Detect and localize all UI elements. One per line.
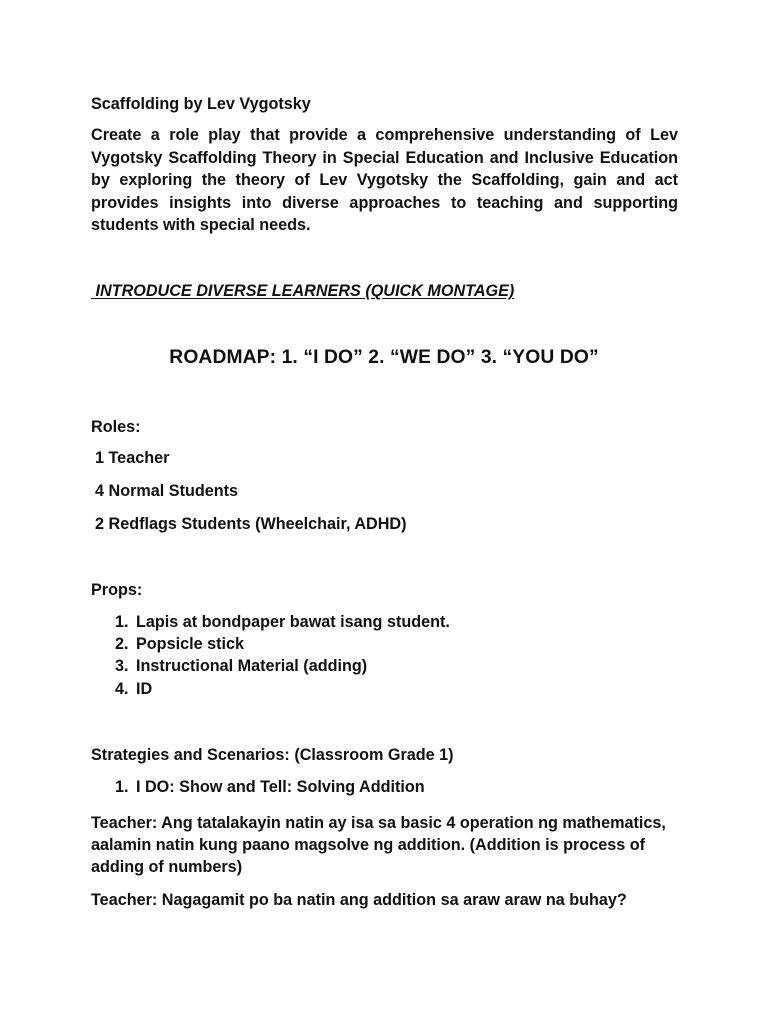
list-number: 4.	[115, 680, 129, 698]
roadmap-heading: ROADMAP: 1. “I DO” 2. “WE DO” 3. “YOU DO”	[169, 347, 599, 368]
list-text: Lapis at bondpaper bawat isang student.	[136, 613, 450, 631]
props-list-item	[115, 657, 367, 676]
role-item: 1 Teacher	[95, 449, 170, 467]
props-list-item	[115, 680, 152, 699]
document-title: Scaffolding by Lev Vygotsky	[91, 95, 311, 113]
role-item: 4 Normal Students	[95, 482, 239, 500]
list-number: 1.	[115, 778, 129, 796]
list-number: 1.	[115, 613, 129, 631]
intro-paragraph: Create a role play that provide a comprehensive understanding of Lev Vygotsky Scaffolding Theory in Special Education and Inclusive Education by exploring the theory of Lev Vygotsky the Scaffolding, gain and act provides insights into diverse approaches to teaching and supporting students with special needs.	[91, 126, 678, 234]
dialogue-line: Teacher: Ang tatalakayin natin ay isa sa basic 4 operation ng mathematics, aalamin natin kung paano magsolve ng addition. (Addition is process of adding of numbers)	[91, 814, 666, 876]
strategies-list-item	[115, 778, 425, 797]
role-item: 2 Redflags Students (Wheelchair, ADHD)	[95, 515, 407, 533]
list-text: ID	[136, 680, 153, 698]
list-number: 3.	[115, 657, 129, 675]
list-number: 2.	[115, 635, 129, 653]
strategies-label: Strategies and Scenarios: (Classroom Grade 1)	[91, 746, 454, 764]
props-list-item	[115, 635, 244, 654]
list-text: Popsicle stick	[136, 635, 244, 653]
roles-label: Roles:	[91, 418, 141, 436]
props-label: Props:	[91, 581, 143, 599]
list-text: I DO: Show and Tell: Solving Addition	[136, 778, 425, 796]
section-heading-diverse-learners: INTRODUCE DIVERSE LEARNERS (QUICK MONTAGE)	[91, 282, 515, 300]
props-list-item	[115, 613, 450, 632]
dialogue-line: Teacher: Nagagamit po ba natin ang addition sa araw araw na buhay?	[91, 891, 627, 909]
list-text: Instructional Material (adding)	[136, 657, 368, 675]
